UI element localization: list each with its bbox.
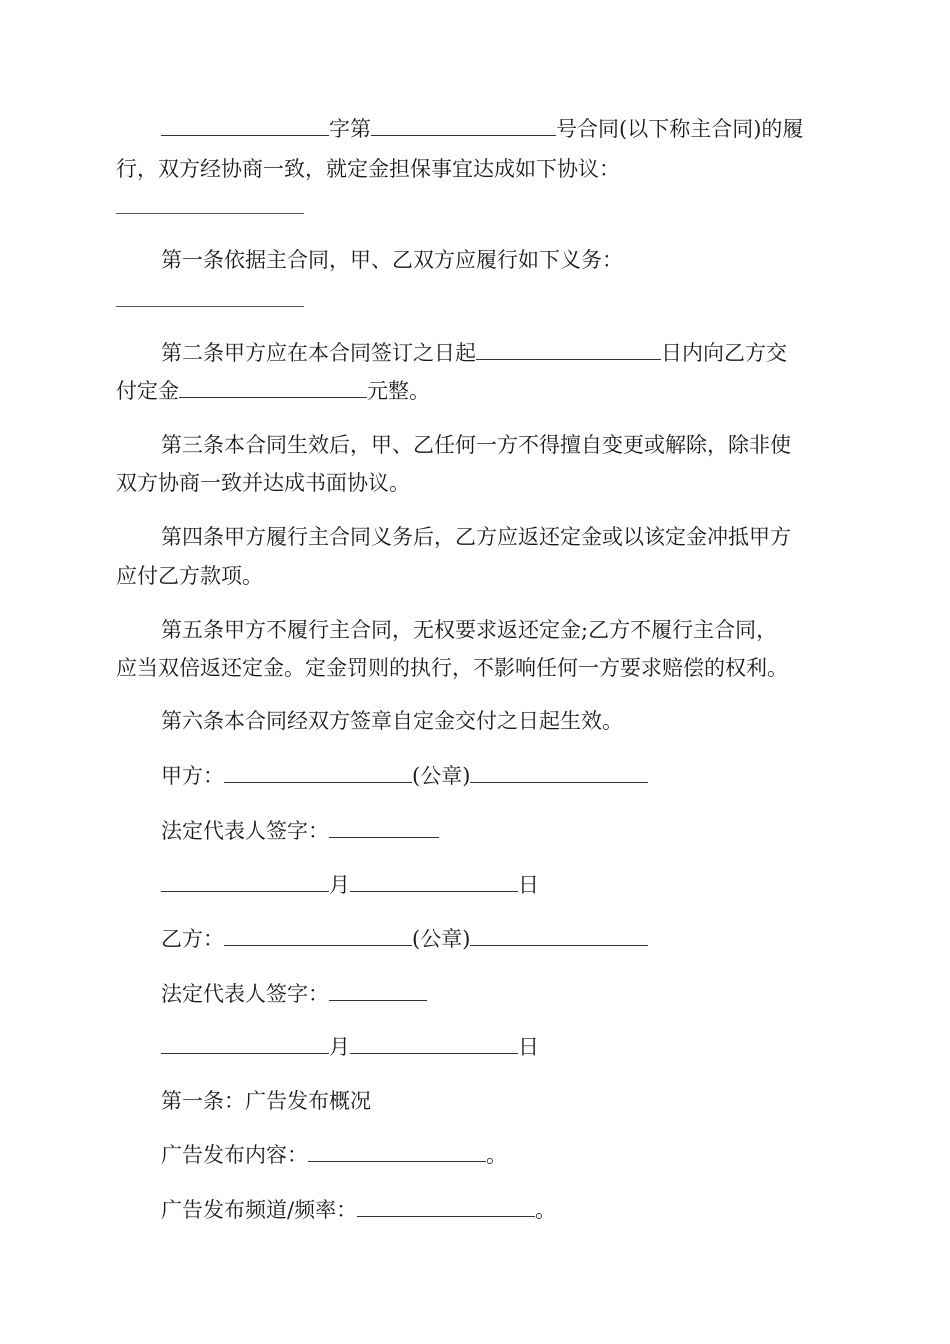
ad-content-label: 广告发布内容：	[161, 1143, 308, 1167]
ad-channel-end: 。	[535, 1198, 557, 1222]
party-b-month-blank	[350, 1037, 518, 1054]
contract-prefix-blank	[161, 119, 329, 136]
intro-text-a: 字第	[329, 117, 371, 141]
party-b-month: 月	[329, 1035, 350, 1059]
article-2-text-a: 第二条甲方应在本合同签订之日起	[161, 341, 476, 365]
article-2-line-1	[161, 338, 787, 368]
party-a-month-blank	[350, 875, 518, 892]
party-b-rep-label: 法定代表人签字：	[161, 982, 329, 1006]
article-2-text-c: 付定金	[116, 379, 179, 403]
ad-heading: 第一条：广告发布概况	[161, 1089, 371, 1113]
article-4-line-1: 第四条甲方履行主合同义务后，乙方应返还定金或以该定金冲抵甲方	[161, 525, 791, 549]
intro-text-b: 号合同(以下称主合同)的履	[556, 117, 804, 141]
party-b-rep-line	[161, 979, 427, 1009]
article-3-line-2: 双方协商一致并达成书面协议。	[116, 471, 410, 495]
ad-channel-label: 广告发布频道/频率：	[161, 1198, 358, 1222]
article-4-line-2: 应付乙方款项。	[116, 564, 263, 588]
ad-channel-blank	[357, 1200, 535, 1217]
article-2-line-2	[116, 376, 430, 406]
party-a-signature-blank	[329, 821, 439, 838]
deposit-amount-blank	[179, 381, 367, 398]
party-a-name-blank	[224, 766, 412, 783]
party-a-year-blank	[161, 875, 329, 892]
party-b-label: 乙方：	[161, 927, 224, 951]
article-5-line-2: 应当双倍返还定金。定金罚则的执行，不影响任何一方要求赔偿的权利。	[116, 656, 788, 680]
party-a-day: 日	[518, 873, 539, 897]
ad-content-end: 。	[486, 1143, 507, 1167]
party-b-seal: (公章)	[412, 927, 471, 951]
agreement-rule-2	[116, 306, 304, 307]
party-a-seal: (公章)	[412, 764, 471, 788]
ad-content-blank	[308, 1145, 486, 1162]
days-blank	[476, 343, 661, 360]
ad-channel-line	[161, 1195, 556, 1225]
article-5-line-1: 第五条甲方不履行主合同，无权要求返还定金;乙方不履行主合同，	[161, 618, 778, 642]
intro-line-1	[161, 114, 803, 144]
agreement-rule-1	[116, 213, 304, 214]
party-a-seal-blank	[470, 766, 648, 783]
intro-line-2: 行，双方经协商一致，就定金担保事宜达成如下协议：	[116, 157, 620, 181]
party-b-seal-blank	[470, 929, 648, 946]
ad-content-line	[161, 1140, 507, 1170]
party-a-month: 月	[329, 873, 350, 897]
party-b-signature-blank	[329, 984, 427, 1001]
party-a-rep-line	[161, 816, 439, 846]
article-1: 第一条依据主合同，甲、乙双方应履行如下义务：	[161, 248, 623, 272]
article-2-text-d: 元整。	[367, 379, 430, 403]
party-a-line	[161, 761, 648, 791]
article-2-text-b: 日内向乙方交	[661, 341, 787, 365]
party-a-rep-label: 法定代表人签字：	[161, 819, 329, 843]
party-b-date-line	[161, 1032, 539, 1062]
party-b-line	[161, 924, 648, 954]
article-3-line-1: 第三条本合同生效后，甲、乙任何一方不得擅自变更或解除，除非使	[161, 433, 791, 457]
party-b-day: 日	[518, 1035, 539, 1059]
party-b-name-blank	[224, 929, 412, 946]
article-6: 第六条本合同经双方签章自定金交付之日起生效。	[161, 709, 623, 733]
party-a-label: 甲方：	[161, 764, 224, 788]
contract-number-blank	[371, 119, 556, 136]
party-b-year-blank	[161, 1037, 329, 1054]
party-a-date-line	[161, 870, 539, 900]
